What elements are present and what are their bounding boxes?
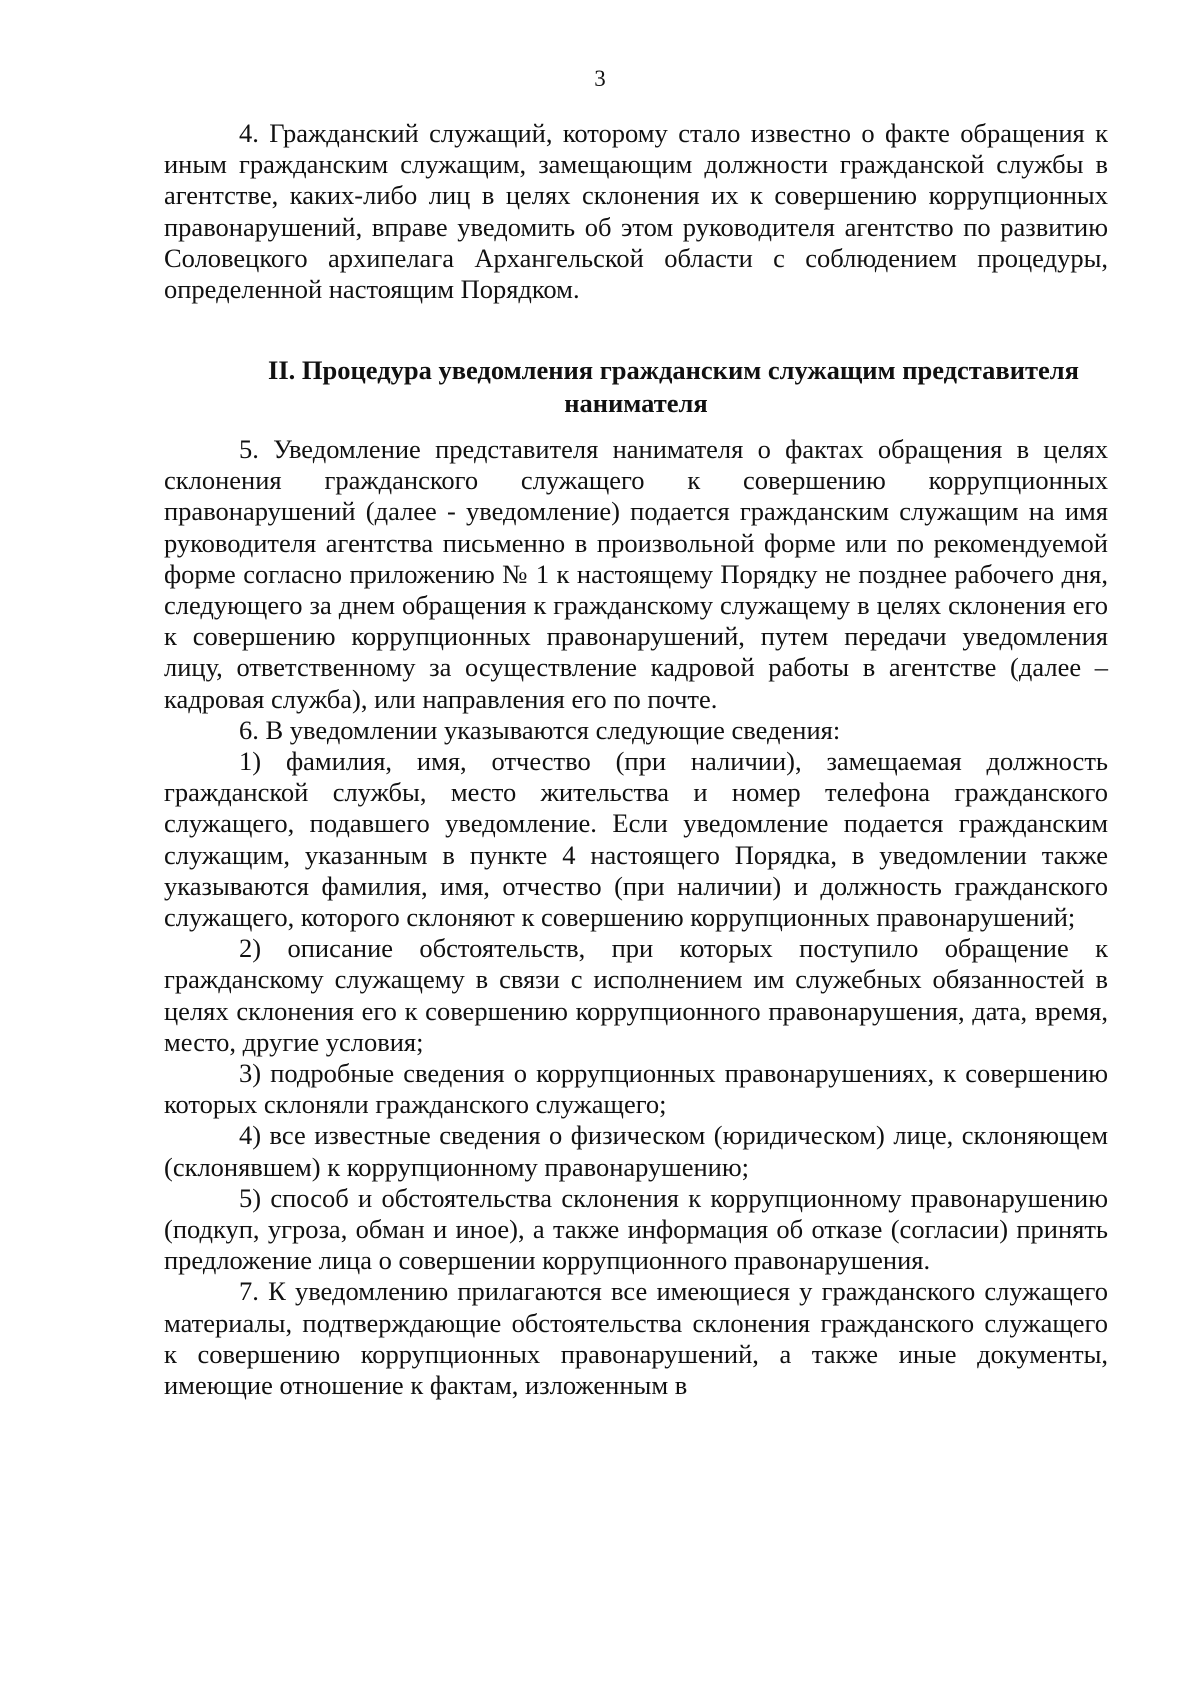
list-item-3: 3) подробные сведения о коррупционных правонарушениях, к совершению которых склоняли гражданского служащего;	[164, 1058, 1108, 1120]
section-heading	[164, 354, 1108, 420]
paragraph-4: 4. Гражданский служащий, которому стало известно о факте обращения к иным гражданским служащим, замещающим должности гражданской службы в агентстве, каких-либо лиц в целях склонения их к совершению коррупционных правонарушений, вправе уведомить об этом руководителя агентство по развитию Соловецкого архипелага Архангельской области с соблюдением процедуры, определенной настоящим Порядком.	[164, 118, 1108, 305]
paragraph-5: 5. Уведомление представителя нанимателя о фактах обращения в целях склонения гражданского служащего к совершению коррупционных правонарушений (далее - уведомление) подается гражданским служащим на имя руководителя агентства письменно в произвольной форме или по рекомендуемой форме согласно приложению № 1 к настоящему Порядку не позднее рабочего дня, следующего за днем обращения к гражданскому служащему в целях склонения его к совершению коррупционных правонарушений, путем передачи уведомления лицу, ответственному за осуществление кадровой работы в агентстве (далее – кадровая служба), или направления его по почте.	[164, 434, 1108, 714]
list-item-2: 2) описание обстоятельств, при которых поступило обращение к гражданскому служащему в связи с исполнением им служебных обязанностей в целях склонения его к совершению коррупционного правонарушения, дата, время, место, другие условия;	[164, 933, 1108, 1057]
list-item-4: 4) все известные сведения о физическом (юридическом) лице, склоняющем (склонявшем) к коррупционному правонарушению;	[164, 1120, 1108, 1182]
paragraph-6: 6. В уведомлении указываются следующие сведения:	[239, 714, 841, 745]
section-heading-line-1: II. Процедура уведомления гражданским служащим представителя	[268, 355, 1079, 385]
list-item-5: 5) способ и обстоятельства склонения к коррупционному правонарушению (подкуп, угроза, обман и иное), а также информация об отказе (согласии) принять предложение лица о совершении коррупционного правонарушения.	[164, 1182, 1108, 1276]
list-item-1: 1) фамилия, имя, отчество (при наличии), замещаемая должность гражданской службы, место жительства и номер телефона гражданского служащего, подавшего уведомление. Если уведомление подается гражданским служащим, указанным в пункте 4 настоящего Порядка, в уведомлении также указываются фамилия, имя, отчество (при наличии) и должность гражданского служащего, которого склоняют к совершению коррупционных правонарушений;	[164, 746, 1108, 933]
paragraph-7: 7. К уведомлению прилагаются все имеющиеся у гражданского служащего материалы, подтверждающие обстоятельства склонения гражданского служащего к совершению коррупционных правонарушений, а также иные документы, имеющие отношение к фактам, изложенным в	[164, 1276, 1108, 1401]
section-heading-line-2: нанимателя	[564, 388, 708, 418]
section-2-text	[164, 434, 1108, 1401]
section-1-text	[164, 118, 1108, 305]
page-number: 3	[594, 66, 606, 91]
